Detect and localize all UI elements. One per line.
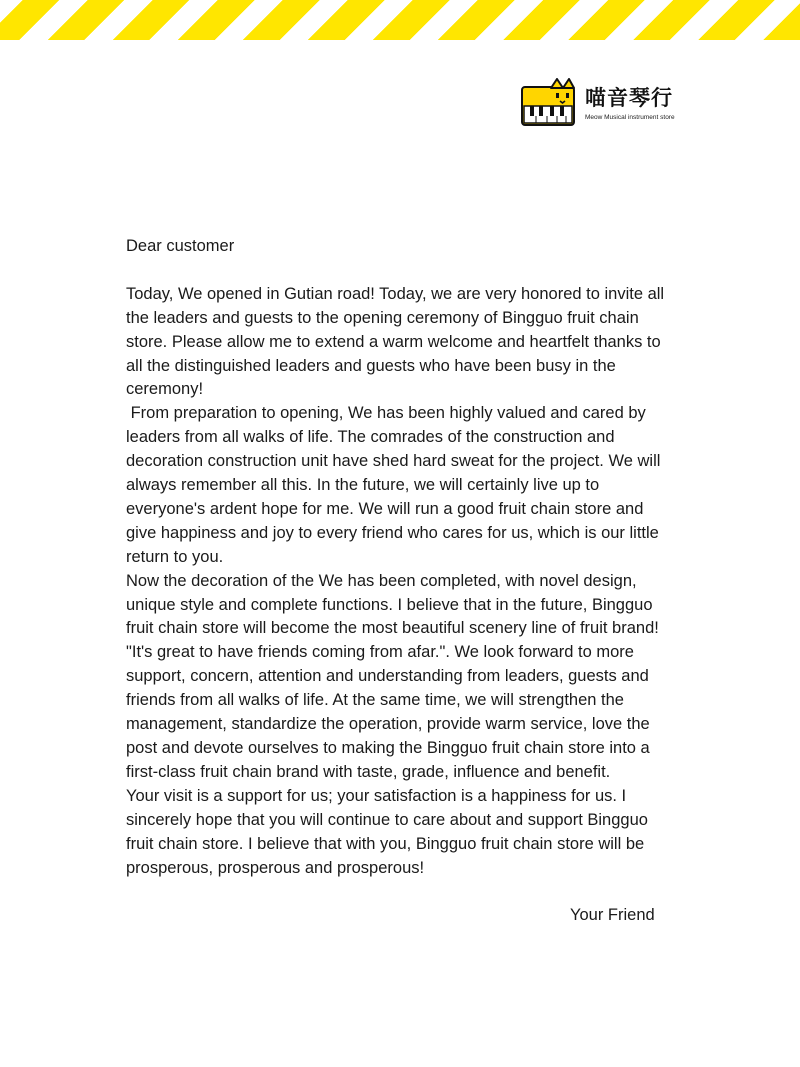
brand-logo [521, 78, 691, 128]
hazard-stripe-banner [0, 0, 800, 40]
letter-paragraph: Today, We opened in Gutian road! Today, we are very honored to invite all the leaders and guests to the opening ceremony of Bingguo fruit chain store. Please allow me to extend a warm welcome and heartfelt thanks to all the distinguished leaders and guests who have been busy in the ceremony! [126, 284, 669, 399]
cat-piano-icon [521, 78, 577, 126]
letter-paragraph: Your visit is a support for us; your satisfaction is a happiness for us. I sincerely hope that you will continue to care about and support Bingguo fruit chain store. I believe that with you, Bingguo fruit chain store will be prosperous, prosperous and prosperous! [126, 786, 653, 877]
letter-signature: Your Friend [570, 906, 655, 924]
letter-body [126, 235, 678, 880]
letter-paragraph: Now the decoration of the We has been completed, with novel design, unique style and complete functions. I believe that in the future, Bingguo fruit chain store will become the most beautiful scenery line of fruit brand! "It's great to have friends coming from afar.". We look forward to more support, concern, attention and understanding from leaders, guests and friends from all walks of life. At the same time, we will strengthen the management, standardize the operation, provide warm service, love the post and devote ourselves to making the Bingguo fruit chain store into a first-class fruit chain brand with taste, grade, influence and benefit. [126, 571, 664, 781]
brand-name: 喵音琴行 [585, 86, 673, 110]
letter-paragraph: From preparation to opening, We has been highly valued and cared by leaders from all walks of life. The comrades of the construction and decoration construction unit have shed hard sweat for the project. We will always remember all this. In the future, we will certainly live up to everyone's ardent hope for me. We will run a good fruit chain store and give happiness and joy to every friend who cares for us, which is our little return to you. [126, 404, 665, 566]
letter-greeting: Dear customer [126, 237, 235, 255]
brand-tagline: Meow Musical instrument store [585, 114, 675, 121]
